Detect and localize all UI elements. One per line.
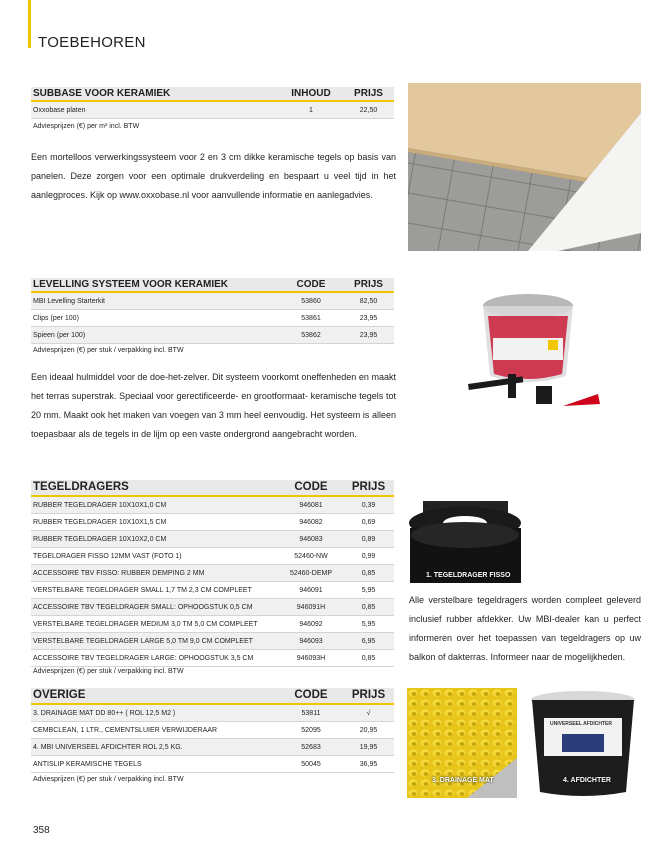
fisso-label: 1. TEGELDRAGER FISSO — [426, 572, 511, 579]
price-note: Adviesprijzen (€) per stuk / verpakking incl. BTW — [33, 776, 184, 783]
table-row: Oxxobase platen 1 22,50 — [31, 102, 394, 119]
table-row: RUBBER TEGELDRAGER 10X10X1,5 CM 946082 0,69 — [31, 514, 394, 531]
price-note: Adviesprijzen (€) per m² incl. BTW — [33, 123, 140, 130]
subbase-image — [408, 83, 641, 251]
afdichter-image — [526, 688, 641, 798]
table-row: 4. MBI UNIVERSEEL AFDICHTER ROL 2,5 KG. 52683 19,95 — [31, 739, 394, 756]
table-row: VERSTELBARE TEGELDRAGER SMALL 1,7 TM 2,3 CM COMPLEET 946091 5,95 — [31, 582, 394, 599]
table-row: ACCESSOIRE TBV TEGELDRAGER LARGE: OPHOOGSTUK 3,5 CM 946093H 0,85 — [31, 650, 394, 667]
table-row: ANTISLIP KERAMISCHE TEGELS 50045 36,95 — [31, 756, 394, 773]
levelling-image — [408, 276, 641, 444]
table-row: CEMBCLEAN, 1 LTR., CEMENTSLUIER VERWIJDERAAR 52095 20,95 — [31, 722, 394, 739]
table-row: TEGELDRAGER FISSO 12MM VAST (FOTO 1) 52460-NW 0,99 — [31, 548, 394, 565]
price-note: Adviesprijzen (€) per stuk / verpakking incl. BTW — [33, 347, 184, 354]
price-note: Adviesprijzen (€) per stuk / verpakking incl. BTW — [33, 668, 184, 675]
table-row: Spieen (per 100) 53862 23,95 — [31, 327, 394, 344]
tile-pedestal-image — [408, 473, 523, 585]
page-number: 358 — [33, 825, 50, 836]
tegeldragers-description: Alle verstelbare tegeldragers worden compleet geleverd inclusief rubber afdekker. Uw MBI-dealer kan u perfect informeren over het toepassen van tegeldragers op uw balkon of dakterras. Informeer naar de mogelijkheden. — [409, 595, 641, 662]
tile-panels-image — [408, 83, 641, 251]
table-header: OVERIGE CODE PRIJS — [31, 688, 394, 705]
table-row: RUBBER TEGELDRAGER 10X10X1,0 CM 946081 0,39 — [31, 497, 394, 514]
subbase-table — [31, 87, 394, 119]
table-row: 3. DRAINAGE MAT DD 80++ ( ROL 12,5 M2 ) 53811 √ — [31, 705, 394, 722]
table-row: VERSTELBARE TEGELDRAGER LARGE 5,0 TM 9,0 CM COMPLEET 946093 6,95 — [31, 633, 394, 650]
levelling-table — [31, 278, 394, 344]
levelling-kit-image — [408, 276, 641, 444]
table-row: RUBBER TEGELDRAGER 10X10X2,0 CM 946083 0,89 — [31, 531, 394, 548]
tegeldragers-table — [31, 480, 394, 667]
table-row: Clips (per 100) 53861 23,95 — [31, 310, 394, 327]
accent-bar — [28, 0, 31, 48]
afdichter-label: 4. AFDICHTER — [563, 777, 611, 784]
levelling-description: Een ideaal hulmiddel voor de doe-het-zelver. Dit systeem voorkomt oneffenheden en maakt het terras superstrak. Speciaal voor gerectificeerde- en grootformaat- keramische tegels tot 20 mm. Maakt ook het maken van voegen van 3 mm heel eenvoudig. Het systeem is alleen toepasbaar als de tegels in de lijm op een vaste ondergrond aangebracht worden. — [31, 372, 396, 439]
drainage-image — [407, 688, 517, 798]
table-row: ACCESSOIRE TBV TEGELDRAGER SMALL: OPHOOGSTUK 0,5 CM 946091H 0,85 — [31, 599, 394, 616]
fisso-image — [408, 473, 523, 585]
table-row: MBI Levelling Starterkit 53860 82,50 — [31, 293, 394, 310]
table-header: LEVELLING SYSTEEM VOOR KERAMIEK CODE PRIJS — [31, 278, 394, 293]
table-row: ACCESSOIRE TBV FISSO: RUBBER DEMPING 2 MM 52460-DEMP 0,85 — [31, 565, 394, 582]
table-row: VERSTELBARE TEGELDRAGER MEDIUM 3,0 TM 5,0 CM COMPLEET 946092 5,95 — [31, 616, 394, 633]
drainage-label: 3. DRAINAGE MAT — [432, 777, 494, 784]
bucket-brand-label: UNIVERSEEL AFDICHTER — [550, 721, 612, 727]
page-title: TOEBEHOREN — [38, 34, 146, 51]
table-header: TEGELDRAGERS CODE PRIJS — [31, 480, 394, 497]
table-header: SUBBASE VOOR KERAMIEK INHOUD PRIJS — [31, 87, 394, 102]
overige-table — [31, 688, 394, 773]
subbase-description: Een mortelloos verwerkingssysteem voor 2 en 3 cm dikke keramische tegels op basis van panelen. Deze zorgen voor een optimale drukverdeling en bespaart u veel tijd in het aanlegproces. Kijk op www.oxxobase.nl voor aanvullende informatie en aanlegadvies. — [31, 152, 396, 200]
